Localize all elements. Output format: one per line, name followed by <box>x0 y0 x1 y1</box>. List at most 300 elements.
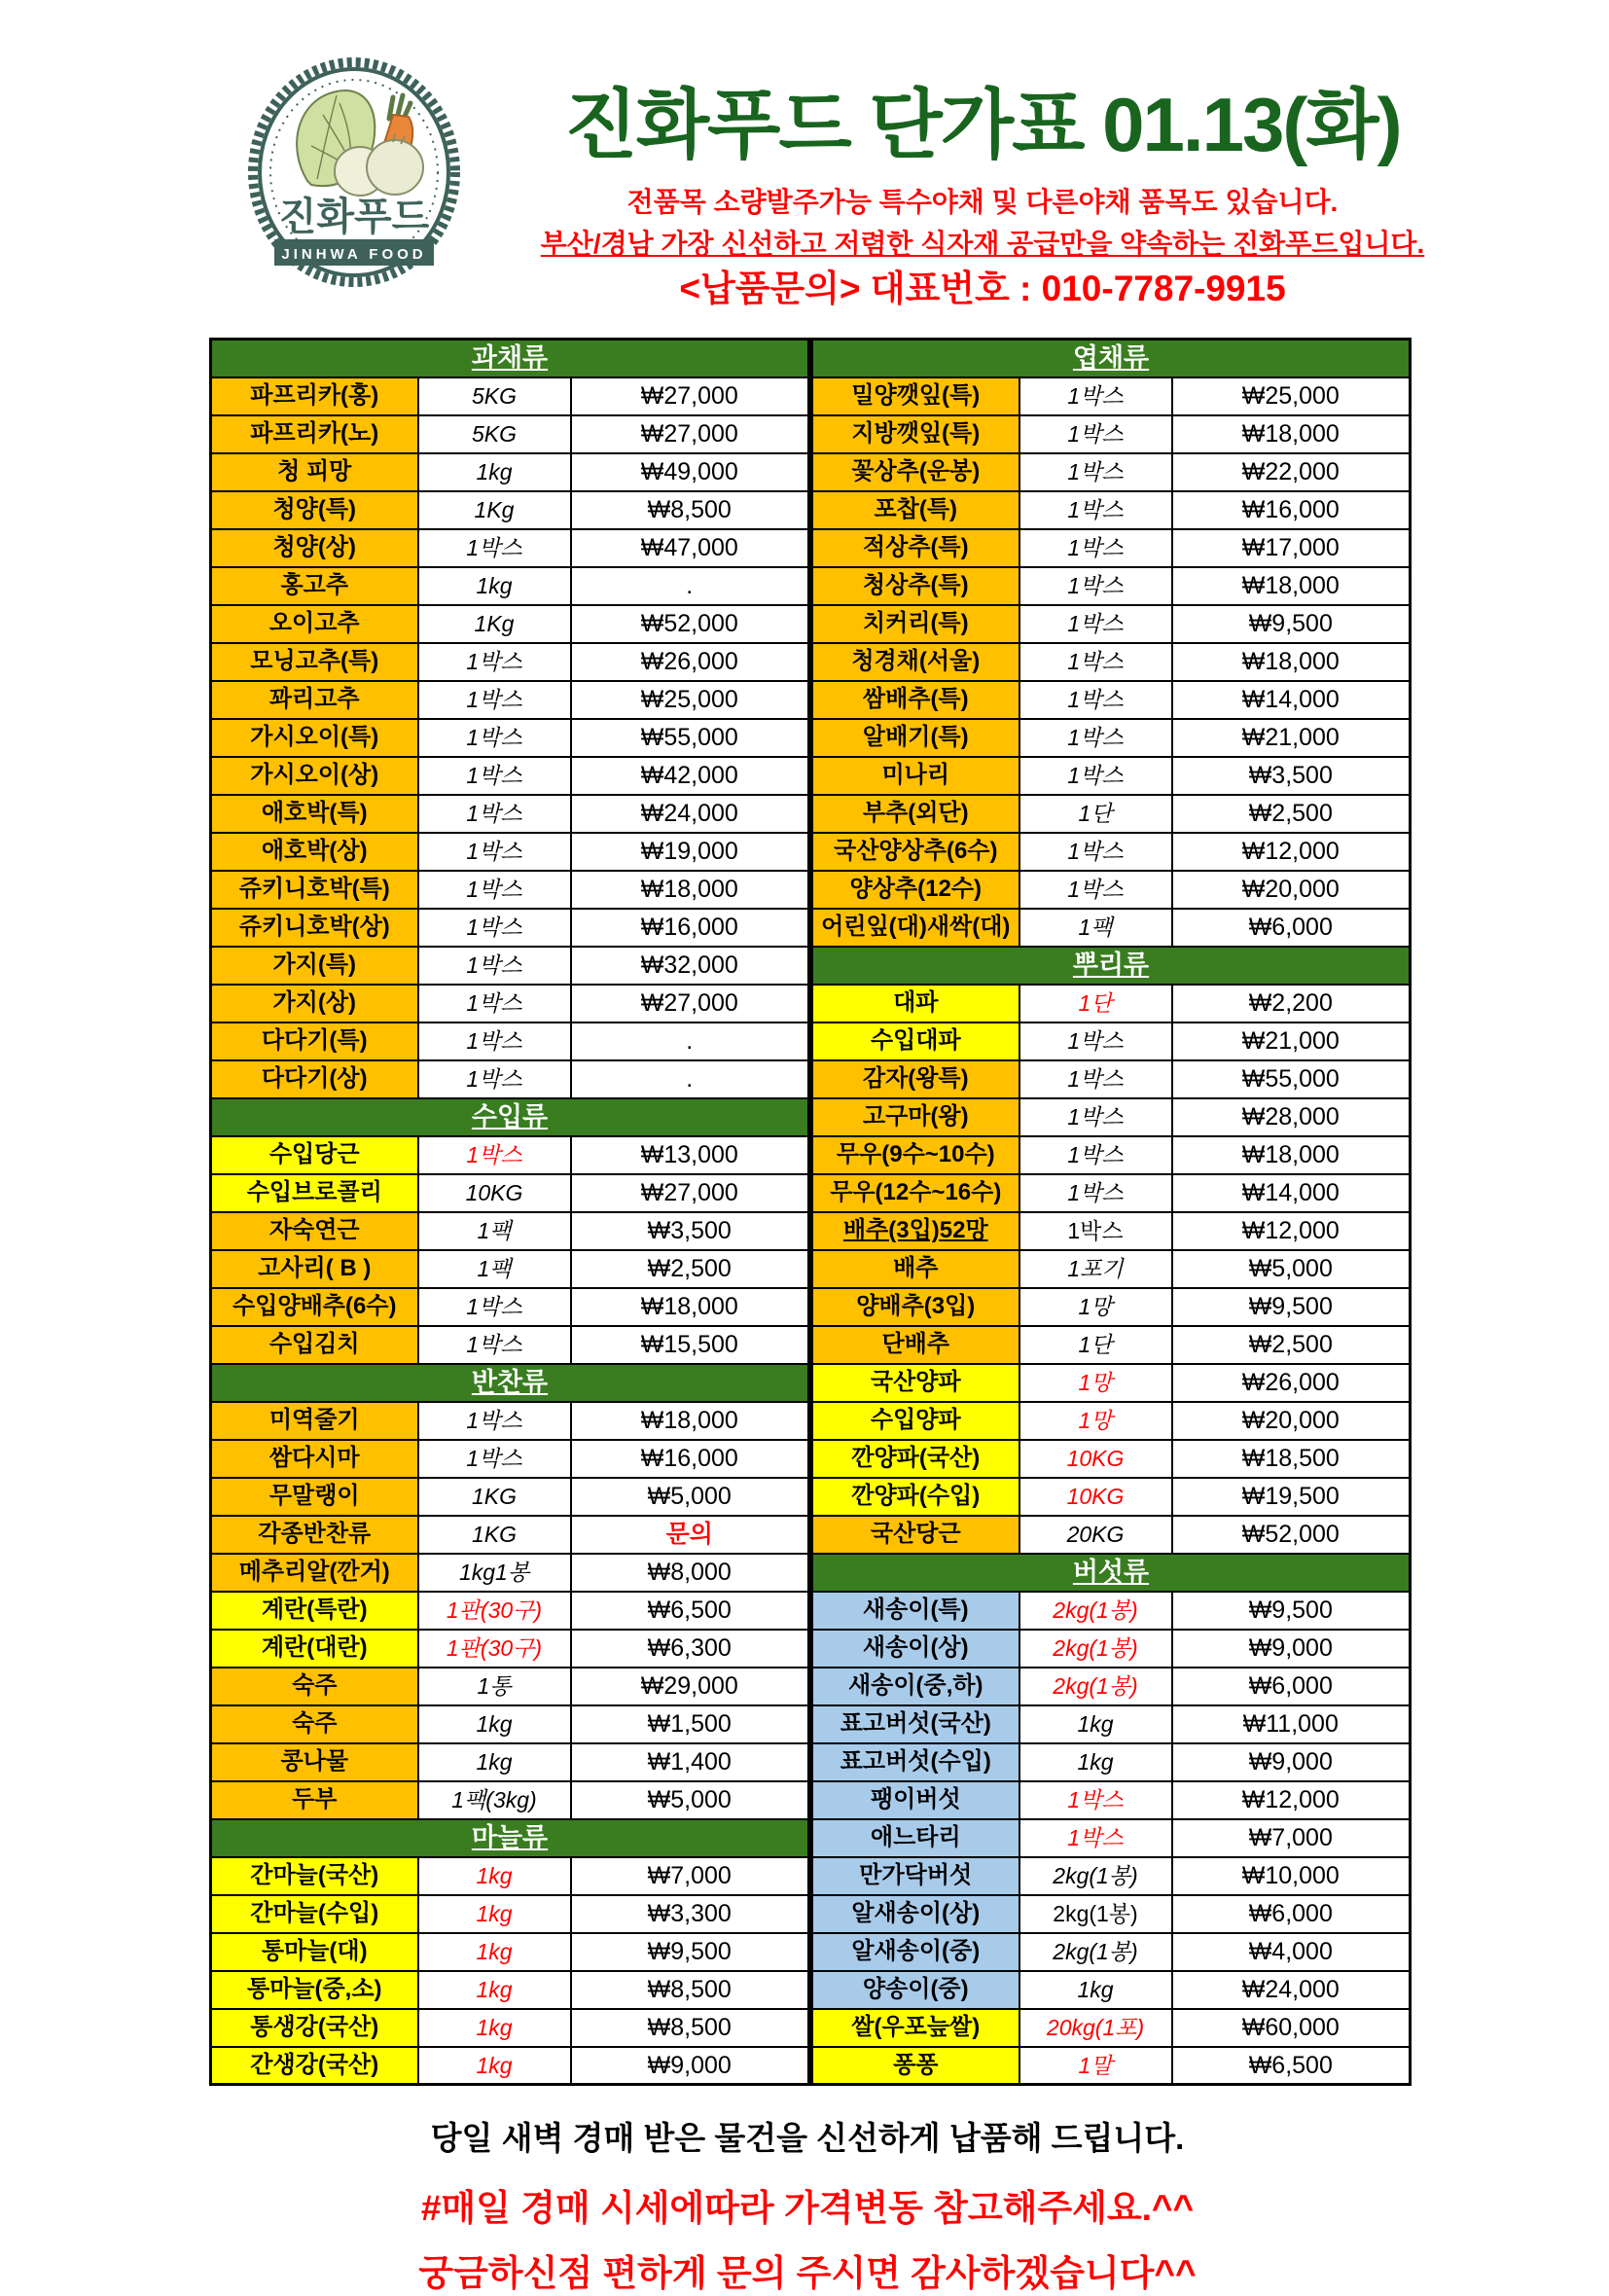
price-row <box>812 871 1411 909</box>
price-row <box>211 1060 809 1098</box>
price-cell: ₩18,000 <box>1172 1136 1411 1174</box>
company-logo <box>247 56 461 288</box>
price-cell: ₩9,500 <box>1172 1288 1411 1326</box>
unit-cell: 1박스 <box>418 757 571 795</box>
price-row <box>812 833 1411 871</box>
unit-cell: 1박스 <box>418 833 571 871</box>
unit-cell: 5KG <box>418 377 571 415</box>
price-row <box>812 681 1411 719</box>
price-cell: . <box>571 567 809 605</box>
unit-cell: 1박스 <box>1019 757 1172 795</box>
price-row <box>812 1250 1411 1288</box>
unit-cell: 1박스 <box>1019 1212 1172 1250</box>
item-name-cell: 표고버섯(국산) <box>812 1705 1019 1743</box>
price-row <box>211 453 809 491</box>
price-cell: ₩11,000 <box>1172 1705 1411 1743</box>
item-name-cell: 고구마(왕) <box>812 1098 1019 1136</box>
price-row <box>812 1743 1411 1781</box>
price-row <box>211 1630 809 1668</box>
item-name-cell: 파프리카(홍) <box>211 377 418 415</box>
unit-cell: 1KG <box>418 1516 571 1554</box>
price-row <box>211 529 809 567</box>
unit-cell: 1박스 <box>418 1440 571 1478</box>
unit-cell: 1Kg <box>418 491 571 529</box>
price-row <box>211 1857 809 1895</box>
price-row <box>812 1364 1411 1402</box>
item-name-cell: 쥬키니호박(특) <box>211 871 418 909</box>
price-row <box>211 1250 809 1288</box>
price-cell: ₩16,000 <box>571 1440 809 1478</box>
unit-cell: 1kg1봉 <box>418 1554 571 1592</box>
price-cell: ₩14,000 <box>1172 1174 1411 1212</box>
price-cell: ₩27,000 <box>571 985 809 1022</box>
item-name-cell: 홍고추 <box>211 567 418 605</box>
price-cell: ₩9,000 <box>1172 1743 1411 1781</box>
price-row <box>211 415 809 453</box>
unit-cell: 1판(30구) <box>418 1630 571 1668</box>
price-cell: ₩4,000 <box>1172 1933 1411 1971</box>
item-name-cell: 자숙연근 <box>211 1212 418 1250</box>
item-name-cell: 콩나물 <box>211 1743 418 1781</box>
price-cell: ₩6,500 <box>1172 2047 1411 2085</box>
item-name-cell: 다다기(상) <box>211 1060 418 1098</box>
price-row <box>812 377 1411 415</box>
price-row <box>812 1933 1411 1971</box>
price-row <box>211 1288 809 1326</box>
unit-cell: 1박스 <box>418 1326 571 1364</box>
unit-cell: 1박스 <box>1019 833 1172 871</box>
price-row <box>812 1288 1411 1326</box>
price-row <box>211 1136 809 1174</box>
price-row <box>211 1440 809 1478</box>
price-row <box>812 1478 1411 1516</box>
item-name-cell: 양배추(3입) <box>812 1288 1019 1326</box>
unit-cell: 1망 <box>1019 1364 1172 1402</box>
price-cell: ₩18,000 <box>571 871 809 909</box>
price-cell: ₩27,000 <box>571 1174 809 1212</box>
unit-cell: 1단 <box>1019 1326 1172 1364</box>
price-cell: ₩9,000 <box>571 2047 809 2085</box>
price-row <box>211 1326 809 1364</box>
unit-cell: 1박스 <box>418 985 571 1022</box>
price-cell: ₩8,500 <box>571 1971 809 2009</box>
price-cell: ₩5,000 <box>571 1478 809 1516</box>
item-name-cell: 통마늘(중,소) <box>211 1971 418 2009</box>
price-row <box>211 1971 809 2009</box>
price-row <box>812 1212 1411 1250</box>
subtitle-line-2: 부산/경남 가장 신선하고 저렴한 식자재 공급만을 약속하는 진화푸드입니다. <box>540 229 1425 259</box>
price-row <box>812 2047 1411 2085</box>
price-cell: ₩18,000 <box>571 1402 809 1440</box>
item-name-cell: 청경채(서울) <box>812 643 1019 681</box>
item-name-cell: 밀양깻잎(특) <box>812 377 1019 415</box>
price-cell: ₩28,000 <box>1172 1098 1411 1136</box>
price-cell: ₩21,000 <box>1172 1022 1411 1060</box>
unit-cell: 1박스 <box>418 529 571 567</box>
unit-cell: 10KG <box>418 1174 571 1212</box>
item-name-cell: 계란(대란) <box>211 1630 418 1668</box>
price-cell: ₩25,000 <box>571 681 809 719</box>
section-header-row <box>211 340 809 377</box>
unit-cell: 1통 <box>418 1668 571 1705</box>
item-name-cell: 국산당근 <box>812 1516 1019 1554</box>
price-cell: ₩6,000 <box>1172 1895 1411 1933</box>
price-cell: ₩6,000 <box>1172 909 1411 947</box>
unit-cell: 1말 <box>1019 2047 1172 2085</box>
unit-cell: 1kg <box>418 2047 571 2085</box>
price-cell: ₩13,000 <box>571 1136 809 1174</box>
price-row <box>812 643 1411 681</box>
item-name-cell: 숙주 <box>211 1705 418 1743</box>
section-title: 수입류 <box>211 1098 809 1136</box>
item-name-cell: 알새송이(상) <box>812 1895 1019 1933</box>
item-name-cell: 무말랭이 <box>211 1478 418 1516</box>
item-name-cell: 대파 <box>812 985 1019 1022</box>
price-cell: ₩52,000 <box>571 605 809 643</box>
unit-cell: 1망 <box>1019 1402 1172 1440</box>
item-name-cell: 꽈리고추 <box>211 681 418 719</box>
price-row <box>812 1440 1411 1478</box>
price-row <box>211 567 809 605</box>
price-row <box>812 1971 1411 2009</box>
item-name-cell: 가시오이(상) <box>211 757 418 795</box>
price-cell: ₩18,000 <box>1172 567 1411 605</box>
unit-cell: 1박스 <box>1019 567 1172 605</box>
section-header-row <box>812 1554 1411 1592</box>
price-cell: ₩6,000 <box>1172 1668 1411 1705</box>
footer-note-black: 당일 새벽 경매 받은 물건을 신선하게 납품해 드립니다. <box>430 2120 1185 2156</box>
item-name-cell: 청상추(특) <box>812 567 1019 605</box>
price-cell: ₩18,500 <box>1172 1440 1411 1478</box>
unit-cell: 1박스 <box>418 947 571 985</box>
right-price-table <box>810 338 1412 2086</box>
unit-cell: 1단 <box>1019 985 1172 1022</box>
item-name-cell: 수입양배추(6수) <box>211 1288 418 1326</box>
price-row <box>812 1895 1411 1933</box>
price-cell: ₩32,000 <box>571 947 809 985</box>
price-row <box>211 795 809 833</box>
price-row <box>812 1516 1411 1554</box>
price-cell: ₩60,000 <box>1172 2009 1411 2047</box>
price-cell: ₩7,000 <box>571 1857 809 1895</box>
item-name-cell: 국산양파 <box>812 1364 1019 1402</box>
section-header-row <box>812 947 1411 985</box>
item-name-cell: 배추 <box>812 1250 1019 1288</box>
price-cell: ₩52,000 <box>1172 1516 1411 1554</box>
price-tables <box>209 338 1412 2086</box>
item-name-cell: 쌀(우포늪쌀) <box>812 2009 1019 2047</box>
item-name-cell: 팽이버섯 <box>812 1781 1019 1819</box>
price-cell: ₩2,500 <box>1172 795 1411 833</box>
item-name-cell: 가지(특) <box>211 947 418 985</box>
price-cell: ₩5,000 <box>1172 1250 1411 1288</box>
price-cell: ₩18,000 <box>571 1288 809 1326</box>
price-cell: ₩55,000 <box>1172 1060 1411 1098</box>
price-row <box>211 1781 809 1819</box>
item-name-cell: 애호박(상) <box>211 833 418 871</box>
unit-cell: 1kg <box>418 1971 571 2009</box>
price-row <box>812 1174 1411 1212</box>
price-row <box>211 947 809 985</box>
price-cell: ₩2,500 <box>1172 1326 1411 1364</box>
price-row <box>812 453 1411 491</box>
price-row <box>211 1705 809 1743</box>
item-name-cell: 고사리( B ) <box>211 1250 418 1288</box>
price-cell: ₩9,000 <box>1172 1630 1411 1668</box>
price-row <box>211 1478 809 1516</box>
unit-cell: 1kg <box>418 567 571 605</box>
price-row <box>211 1592 809 1630</box>
unit-cell: 1박스 <box>418 795 571 833</box>
price-cell: ₩24,000 <box>1172 1971 1411 2009</box>
unit-cell: 1박스 <box>1019 1781 1172 1819</box>
item-name-cell: 부추(외단) <box>812 795 1019 833</box>
left-price-table <box>209 338 810 2086</box>
subtitle-line-1: 전품목 소량발주가능 특수야채 및 다른야채 품목도 있습니다. <box>626 187 1339 217</box>
item-name-cell: 양상추(12수) <box>812 871 1019 909</box>
item-name-cell: 쥬키니호박(상) <box>211 909 418 947</box>
unit-cell: 1kg <box>418 1933 571 1971</box>
unit-cell: 1kg <box>418 2009 571 2047</box>
item-name-cell: 간마늘(수입) <box>211 1895 418 1933</box>
item-name-cell: 오이고추 <box>211 605 418 643</box>
price-cell: ₩14,000 <box>1172 681 1411 719</box>
unit-cell: 1박스 <box>418 1022 571 1060</box>
price-row <box>211 1022 809 1060</box>
unit-cell: 1박스 <box>418 909 571 947</box>
price-cell: ₩15,500 <box>571 1326 809 1364</box>
price-cell: ₩16,000 <box>571 909 809 947</box>
unit-cell: 1팩 <box>418 1212 571 1250</box>
price-cell: ₩26,000 <box>1172 1364 1411 1402</box>
item-name-cell: 통생강(국산) <box>211 2009 418 2047</box>
price-cell: ₩26,000 <box>571 643 809 681</box>
item-name-cell: 통마늘(대) <box>211 1933 418 1971</box>
item-name-cell: 간마늘(국산) <box>211 1857 418 1895</box>
price-cell: ₩6,500 <box>571 1592 809 1630</box>
price-cell: ₩17,000 <box>1172 529 1411 567</box>
unit-cell: 1kg <box>418 1895 571 1933</box>
unit-cell: 1kg <box>1019 1705 1172 1743</box>
logo-badge-graphic <box>247 56 461 288</box>
price-row <box>211 1743 809 1781</box>
item-name-cell: 깐양파(국산) <box>812 1440 1019 1478</box>
price-row <box>211 909 809 947</box>
price-cell: ₩27,000 <box>571 415 809 453</box>
item-name-cell: 파프리카(노) <box>211 415 418 453</box>
unit-cell: 1박스 <box>1019 1136 1172 1174</box>
price-cell: ₩29,000 <box>571 1668 809 1705</box>
item-name-cell: 국산양상추(6수) <box>812 833 1019 871</box>
price-cell: ₩2,200 <box>1172 985 1411 1022</box>
item-name-cell: 깐양파(수입) <box>812 1478 1019 1516</box>
price-row <box>812 1402 1411 1440</box>
price-row <box>812 1630 1411 1668</box>
price-cell: ₩49,000 <box>571 453 809 491</box>
price-cell: ₩9,500 <box>1172 1592 1411 1630</box>
price-cell: ₩18,000 <box>1172 643 1411 681</box>
price-cell: ₩18,000 <box>1172 415 1411 453</box>
price-row <box>812 1098 1411 1136</box>
price-cell: ₩22,000 <box>1172 453 1411 491</box>
item-name-cell: 두부 <box>211 1781 418 1819</box>
item-name-cell: 각종반찬류 <box>211 1516 418 1554</box>
unit-cell: 1박스 <box>418 643 571 681</box>
unit-cell: 1박스 <box>1019 605 1172 643</box>
unit-cell: 1박스 <box>1019 1819 1172 1857</box>
unit-cell: 2kg(1봉) <box>1019 1630 1172 1668</box>
price-row <box>812 529 1411 567</box>
unit-cell: 1박스 <box>1019 1022 1172 1060</box>
price-row <box>812 1136 1411 1174</box>
item-name-cell: 꽃상추(운봉) <box>812 453 1019 491</box>
unit-cell: 1판(30구) <box>418 1592 571 1630</box>
price-row <box>211 757 809 795</box>
price-cell: ₩12,000 <box>1172 1212 1411 1250</box>
item-name-cell: 퐁퐁 <box>812 2047 1019 2085</box>
price-row <box>812 1060 1411 1098</box>
unit-cell: 2kg(1봉) <box>1019 1857 1172 1895</box>
price-cell: ₩3,300 <box>571 1895 809 1933</box>
item-name-cell: 표고버섯(수입) <box>812 1743 1019 1781</box>
item-name-cell: 새송이(중,하) <box>812 1668 1019 1705</box>
unit-cell: 1박스 <box>1019 377 1172 415</box>
section-header-row <box>211 1364 809 1402</box>
price-row <box>211 1174 809 1212</box>
item-name-cell: 간생강(국산) <box>211 2047 418 2085</box>
unit-cell: 1박스 <box>418 1288 571 1326</box>
unit-cell: 1박스 <box>1019 529 1172 567</box>
price-row <box>812 1781 1411 1819</box>
unit-cell: 1포기 <box>1019 1250 1172 1288</box>
price-row <box>211 2047 809 2085</box>
price-row <box>812 795 1411 833</box>
unit-cell: 1박스 <box>1019 871 1172 909</box>
section-title: 과채류 <box>211 340 809 377</box>
unit-cell: 1kg <box>1019 1743 1172 1781</box>
section-header-row <box>211 1819 809 1857</box>
unit-cell: 1kg <box>418 1743 571 1781</box>
price-row <box>211 871 809 909</box>
page-title: 진화푸드 단가표 01.13(화) <box>564 82 1401 167</box>
unit-cell: 1박스 <box>1019 719 1172 757</box>
footer-note-red-1: #매일 경매 시세에따라 가격변동 참고해주세요.^^ <box>420 2188 1195 2228</box>
price-row <box>812 985 1411 1022</box>
price-cell: ₩10,000 <box>1172 1857 1411 1895</box>
price-cell: 문의 <box>571 1516 809 1554</box>
unit-cell: 1단 <box>1019 795 1172 833</box>
price-cell: ₩16,000 <box>1172 491 1411 529</box>
price-cell: ₩1,500 <box>571 1705 809 1743</box>
item-name-cell: 새송이(특) <box>812 1592 1019 1630</box>
unit-cell: 1팩 <box>418 1250 571 1288</box>
item-name-cell: 청 피망 <box>211 453 418 491</box>
unit-cell: 1박스 <box>418 681 571 719</box>
unit-cell: 20KG <box>1019 1516 1172 1554</box>
unit-cell: 1kg <box>418 1857 571 1895</box>
price-row <box>211 605 809 643</box>
price-cell: ₩12,000 <box>1172 1781 1411 1819</box>
price-cell: ₩19,500 <box>1172 1478 1411 1516</box>
unit-cell: 1박스 <box>418 1060 571 1098</box>
price-row <box>812 757 1411 795</box>
price-row <box>211 985 809 1022</box>
price-row <box>812 1819 1411 1857</box>
price-cell: ₩9,500 <box>1172 605 1411 643</box>
price-row <box>211 377 809 415</box>
price-row <box>812 415 1411 453</box>
unit-cell: 1Kg <box>418 605 571 643</box>
item-name-cell: 수입대파 <box>812 1022 1019 1060</box>
unit-cell: 1팩(3kg) <box>418 1781 571 1819</box>
price-cell: ₩7,000 <box>1172 1819 1411 1857</box>
price-row <box>211 2009 809 2047</box>
price-cell: ₩5,000 <box>571 1781 809 1819</box>
price-row <box>812 719 1411 757</box>
unit-cell: 1박스 <box>1019 1060 1172 1098</box>
price-row <box>211 491 809 529</box>
price-cell: ₩2,500 <box>571 1250 809 1288</box>
item-name-cell: 수입김치 <box>211 1326 418 1364</box>
section-title: 버섯류 <box>812 1554 1411 1592</box>
logo-brand-kr: 진화푸드 <box>278 196 430 238</box>
price-row <box>211 1516 809 1554</box>
section-title: 반찬류 <box>211 1364 809 1402</box>
price-cell: ₩20,000 <box>1172 1402 1411 1440</box>
price-row <box>211 1212 809 1250</box>
price-row <box>812 1857 1411 1895</box>
item-name-cell: 청양(상) <box>211 529 418 567</box>
price-row <box>211 1554 809 1592</box>
price-cell: ₩42,000 <box>571 757 809 795</box>
item-name-cell: 적상추(특) <box>812 529 1019 567</box>
item-name-cell: 다다기(특) <box>211 1022 418 1060</box>
price-row <box>211 643 809 681</box>
price-cell: ₩47,000 <box>571 529 809 567</box>
item-name-cell: 알배기(특) <box>812 719 1019 757</box>
price-row <box>812 605 1411 643</box>
unit-cell: 1팩 <box>1019 909 1172 947</box>
item-name-cell: 어린잎(대)새싹(대) <box>812 909 1019 947</box>
price-row <box>812 1592 1411 1630</box>
logo-brand-en: JINHWA FOOD <box>281 246 427 263</box>
price-row <box>211 719 809 757</box>
item-name-cell: 양송이(중) <box>812 1971 1019 2009</box>
item-name-cell: 포찹(특) <box>812 491 1019 529</box>
item-name-cell: 애느타리 <box>812 1819 1019 1857</box>
price-cell: . <box>571 1022 809 1060</box>
unit-cell: 10KG <box>1019 1440 1172 1478</box>
item-name-cell: 지방깻잎(특) <box>812 415 1019 453</box>
item-name-cell: 가지(상) <box>211 985 418 1022</box>
item-name-cell: 숙주 <box>211 1668 418 1705</box>
unit-cell: 1박스 <box>1019 491 1172 529</box>
unit-cell: 1망 <box>1019 1288 1172 1326</box>
section-header-row <box>812 340 1411 377</box>
unit-cell: 2kg(1봉) <box>1019 1895 1172 1933</box>
unit-cell: 5KG <box>418 415 571 453</box>
item-name-cell: 치커리(특) <box>812 605 1019 643</box>
item-name-cell: 모닝고추(특) <box>211 643 418 681</box>
price-row <box>211 1668 809 1705</box>
price-row <box>812 567 1411 605</box>
price-cell: ₩8,500 <box>571 491 809 529</box>
unit-cell: 2kg(1봉) <box>1019 1933 1172 1971</box>
item-name-cell: 단배추 <box>812 1326 1019 1364</box>
price-cell: ₩12,000 <box>1172 833 1411 871</box>
section-title: 엽채류 <box>812 340 1411 377</box>
item-name-cell: 쌈배추(특) <box>812 681 1019 719</box>
